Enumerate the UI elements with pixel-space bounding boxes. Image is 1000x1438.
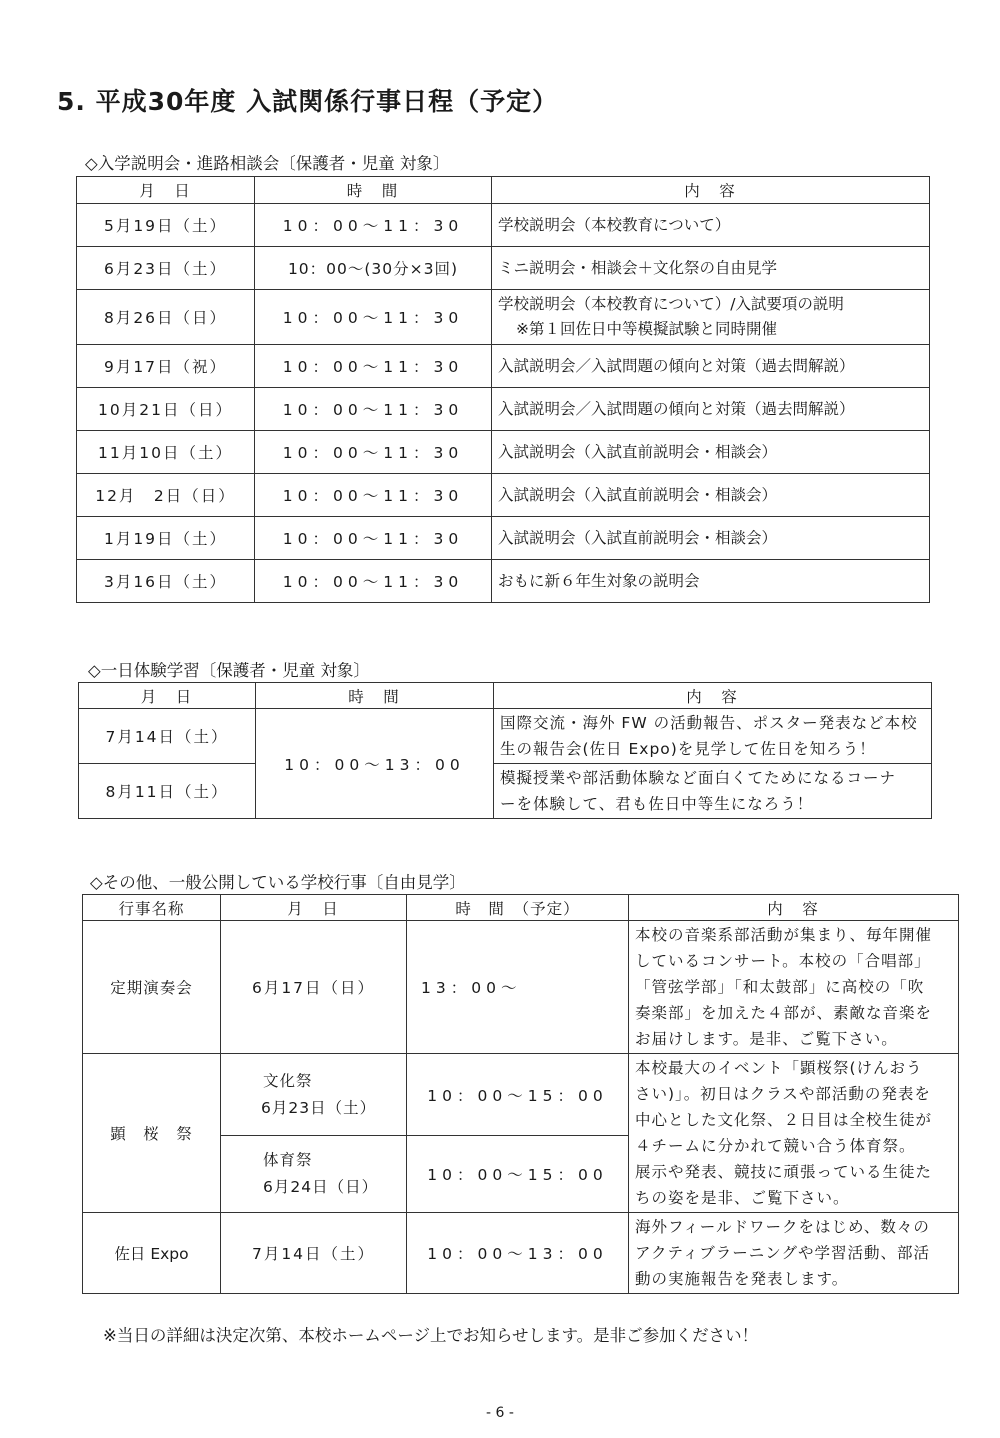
table-row bbox=[77, 290, 930, 345]
section2-heading: ◇一日体験学習〔保護者・児童 対象〕 bbox=[88, 661, 370, 680]
table-cell-date: 10月21日（日） bbox=[77, 388, 255, 431]
event-content bbox=[629, 1054, 959, 1213]
table-cell-time: 10：00〜11：30 bbox=[255, 290, 492, 345]
table-cell-time: 10：00〜11：30 bbox=[255, 388, 492, 431]
content-line: 入試説明会／入試問題の傾向と対策（過去問解説） bbox=[498, 356, 855, 375]
table-cell-content bbox=[492, 290, 930, 345]
sub-event-label: 文化祭 bbox=[263, 1071, 313, 1090]
content-line: 動の実施報告を発表します。 bbox=[635, 1270, 849, 1288]
content-line: 生の報告会(佐日 Expo)を見学して佐日を知ろう！ bbox=[500, 740, 876, 758]
col-header-content: 内 容 bbox=[629, 895, 959, 921]
table-cell-content bbox=[492, 247, 930, 290]
table-cell-date: 3月16日（土） bbox=[77, 560, 255, 603]
content-line: しているコンサート。本校の「合唱部」 bbox=[635, 952, 931, 970]
table-cell-content bbox=[492, 474, 930, 517]
table-cell-time: 10：00〜11：30 bbox=[255, 431, 492, 474]
footer-note: ※当日の詳細は決定次第、本校ホームページ上でお知らせします。是非ご参加ください！ bbox=[103, 1326, 759, 1345]
sub-event-date: 6月23日（土） bbox=[261, 1098, 377, 1117]
table-cell-time: 10：00〜11：30 bbox=[255, 204, 492, 247]
table-row bbox=[77, 345, 930, 388]
event-content bbox=[629, 1213, 959, 1294]
content-line: 学校説明会（本校教育について） bbox=[498, 215, 731, 234]
table-cell-content bbox=[492, 345, 930, 388]
content-line: ※第１回佐日中等模擬試験と同時開催 bbox=[516, 320, 777, 338]
table-cell-time: 10：00〜11：30 bbox=[255, 517, 492, 560]
table-cell-content bbox=[492, 517, 930, 560]
content-line: おもに新６年生対象の説明会 bbox=[498, 571, 700, 590]
content-line: ーを体験して、君も佐日中等生になろう！ bbox=[500, 795, 814, 813]
event-time: 10：00〜13：00 bbox=[407, 1213, 629, 1294]
table-cell-date: 1月19日（土） bbox=[77, 517, 255, 560]
table-cell-date: 12月 2日（日） bbox=[77, 474, 255, 517]
event-time: 10：00〜15：00 bbox=[407, 1054, 629, 1136]
content-line: 展示や発表、競技に頑張っている生徒た bbox=[635, 1163, 933, 1181]
table-cell-date: 5月19日（土） bbox=[77, 204, 255, 247]
event-name: 定期演奏会 bbox=[83, 921, 221, 1054]
content-line: 学校説明会（本校教育について）/入試要項の説明 bbox=[498, 295, 844, 313]
event-content bbox=[629, 921, 959, 1054]
event-time: 10：00〜15：00 bbox=[407, 1136, 629, 1213]
page-number: - 6 - bbox=[486, 1405, 514, 1421]
event-time: 13：00〜 bbox=[407, 921, 629, 1054]
sub-event-date: 6月24日（日） bbox=[263, 1178, 379, 1196]
table-row bbox=[77, 388, 930, 431]
table-row bbox=[77, 204, 930, 247]
col-header-time: 時 間 （予定） bbox=[407, 895, 629, 921]
table-cell-content bbox=[492, 560, 930, 603]
col-header-date: 月 日 bbox=[77, 177, 255, 204]
table-cell-time: 10：00〜(30分×3回) bbox=[255, 247, 492, 290]
sub-event-label: 体育祭 bbox=[263, 1151, 313, 1169]
content-line: 本校最大のイベント「顕桜祭(けんおう bbox=[635, 1059, 923, 1077]
table-cell-date: 7月14日（土） bbox=[79, 709, 256, 764]
table-cell-content bbox=[494, 764, 932, 819]
content-line: ちの姿を是非、ご覧下さい。 bbox=[635, 1189, 850, 1207]
section1-table bbox=[76, 176, 930, 603]
table-cell-time: 10：00〜11：30 bbox=[255, 474, 492, 517]
content-line: お届けします。是非、ご覧下さい。 bbox=[635, 1030, 898, 1048]
table-row bbox=[77, 517, 930, 560]
table-cell-time: 10：00〜13：00 bbox=[256, 709, 494, 819]
event-sub-date bbox=[221, 1054, 407, 1136]
table-row bbox=[77, 247, 930, 290]
table-cell-date: 9月17日（祝） bbox=[77, 345, 255, 388]
table-cell-content bbox=[492, 388, 930, 431]
content-line: 「管弦学部」「和太鼓部」に高校の「吹 bbox=[635, 978, 925, 996]
col-header-date: 月 日 bbox=[79, 683, 256, 709]
content-line: 国際交流・海外 FW の活動報告、ポスター発表など本校 bbox=[500, 714, 918, 732]
content-line: ４チームに分かれて競い合う体育祭。 bbox=[635, 1137, 916, 1155]
event-name: 佐日 Expo bbox=[83, 1213, 221, 1294]
content-line: 入試説明会（入試直前説明会・相談会） bbox=[498, 485, 778, 504]
table-cell-date: 8月11日（土） bbox=[79, 764, 256, 819]
table-cell-time: 10：00〜11：30 bbox=[255, 345, 492, 388]
col-header-name: 行事名称 bbox=[83, 895, 221, 921]
page-title: 5. 平成30年度 入試関係行事日程（予定） bbox=[57, 87, 559, 116]
section1-heading: ◇入学説明会・進路相談会〔保護者・児童 対象〕 bbox=[85, 154, 450, 173]
table-cell-date: 6月23日（土） bbox=[77, 247, 255, 290]
table-cell-date: 11月10日（土） bbox=[77, 431, 255, 474]
content-line: さい)」。初日はクラスや部活動の発表を bbox=[635, 1085, 931, 1103]
content-line: 入試説明会（入試直前説明会・相談会） bbox=[498, 528, 778, 547]
table-cell-date: 8月26日（日） bbox=[77, 290, 255, 345]
content-line: 入試説明会／入試問題の傾向と対策（過去問解説） bbox=[498, 399, 855, 418]
section2-table bbox=[78, 682, 932, 819]
content-line: 入試説明会（入試直前説明会・相談会） bbox=[498, 442, 778, 461]
content-line: 模擬授業や部活動体験など面白くてためになるコーナ bbox=[500, 769, 897, 787]
table-cell-content bbox=[492, 431, 930, 474]
content-line: 海外フィールドワークをはじめ、数々の bbox=[635, 1218, 930, 1236]
table-cell-content bbox=[494, 709, 932, 764]
section3-heading: ◇その他、一般公開している学校行事〔自由見学〕 bbox=[90, 873, 466, 892]
content-line: ミニ説明会・相談会＋文化祭の自由見学 bbox=[498, 258, 778, 277]
table-cell-time: 10：00〜11：30 bbox=[255, 560, 492, 603]
event-date: 7月14日（土） bbox=[221, 1213, 407, 1294]
content-line: 本校の音楽系部活動が集まり、毎年開催 bbox=[635, 926, 933, 944]
col-header-date: 月 日 bbox=[221, 895, 407, 921]
col-header-content: 内 容 bbox=[494, 683, 932, 709]
col-header-time: 時 間 bbox=[255, 177, 492, 204]
table-cell-content bbox=[492, 204, 930, 247]
col-header-content: 内 容 bbox=[492, 177, 930, 204]
table-row bbox=[77, 560, 930, 603]
content-line: アクティブラーニングや学習活動、部活 bbox=[635, 1244, 930, 1262]
content-line: 中心とした文化祭、２日目は全校生徒が bbox=[635, 1111, 933, 1129]
event-sub-date bbox=[221, 1136, 407, 1213]
col-header-time: 時 間 bbox=[256, 683, 494, 709]
content-line: 奏楽部」を加えた４部が、素敵な音楽を bbox=[635, 1004, 933, 1022]
event-date: 6月17日（日） bbox=[221, 921, 407, 1054]
section3-table bbox=[82, 894, 959, 1294]
table-row bbox=[77, 474, 930, 517]
table-row bbox=[77, 431, 930, 474]
event-name: 顕 桜 祭 bbox=[83, 1054, 221, 1213]
